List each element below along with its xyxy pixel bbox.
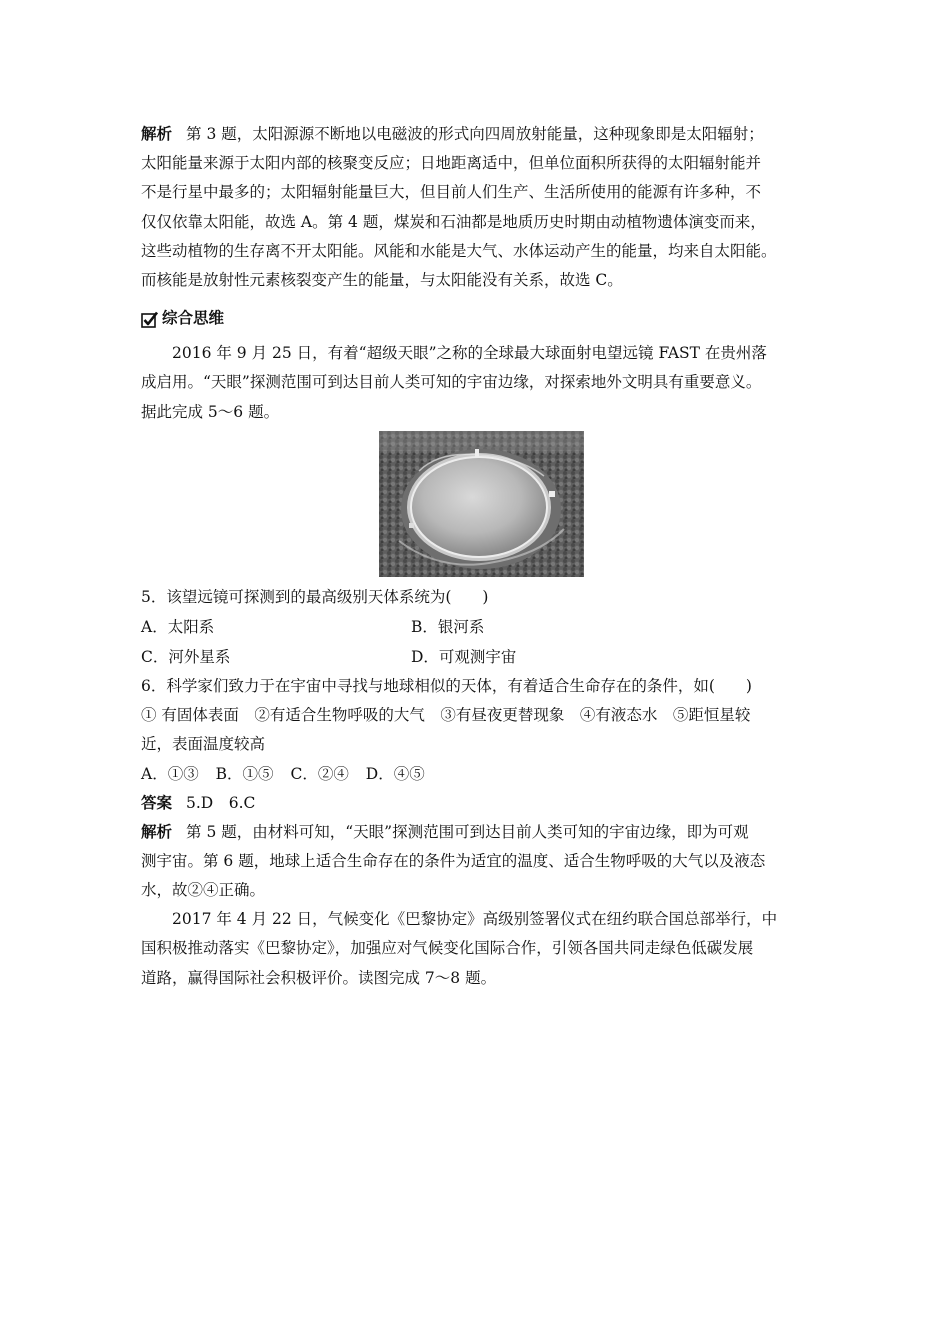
analysis-line: 水，故②④正确。 xyxy=(141,881,266,900)
question-5 xyxy=(141,583,821,672)
passage-line: 成启用。“天眼”探测范围可到达目前人类可知的宇宙边缘，对探索地外文明具有重要意义。 xyxy=(141,373,762,392)
option-a: A．①③ xyxy=(141,764,199,783)
passage-line: 国积极推动落实《巴黎协定》，加强应对气候变化国际合作，引领各国共同走绿色低碳发展 xyxy=(141,939,754,958)
answer-label: 答案 xyxy=(141,793,173,812)
passage-line: 据此完成 5～6 题。 xyxy=(141,402,280,421)
option-d: D．④⑤ xyxy=(365,764,425,783)
analysis-line: 不是行星中最多的；太阳辐射能量巨大，但目前人们生产、生活所使用的能源有许多种，不 xyxy=(141,183,762,202)
options-row xyxy=(141,612,821,642)
passage-block-2 xyxy=(141,905,821,993)
analysis-line: 解析 第 5 题，由材料可知，“天眼”探测范围可到达目前人类可知的宇宙边缘，即为可观 xyxy=(141,822,749,841)
analysis-line: 测宇宙。第 6 题，地球上适合生命存在的条件为适宜的温度、适合生物呼吸的大气以及液态 xyxy=(141,851,766,870)
figure-container xyxy=(141,431,821,577)
analysis-line: 仅仅依靠太阳能，故选 A。第 4 题，煤炭和石油都是地质历史时期由动植物遗体演变而来， xyxy=(141,212,766,231)
option-c: C．②④ xyxy=(290,764,349,783)
analysis-label: 解析 xyxy=(141,822,173,841)
option-c: C．河外星系 xyxy=(141,648,231,667)
checkbox-check-icon xyxy=(141,310,158,327)
condition-line: ① 有固体表面 ②有适合生物呼吸的大气 ③有昼夜更替现象 ④有液态水 ⑤距恒星较 xyxy=(141,706,751,725)
telescope-photo xyxy=(379,431,584,577)
answer-text: 5.D 6.C xyxy=(186,793,256,812)
document-page xyxy=(141,120,821,993)
analysis-block-2 xyxy=(141,818,821,906)
analysis-line: 而核能是放射性元素核裂变产生的能量，与太阳能没有关系，故选 C。 xyxy=(141,271,623,290)
analysis-line: 太阳能量来源于太阳内部的核聚变反应；日地距离适中，但单位面积所获得的太阳辐射能并 xyxy=(141,154,762,173)
analysis-line: 解析 第 3 题，太阳源源不断地以电磁波的形式向四周放射能量，这种现象即是太阳辐射； xyxy=(141,125,764,143)
options-inline xyxy=(141,760,821,789)
option-a: A．太阳系 xyxy=(141,618,215,637)
option-b: B．①⑤ xyxy=(215,764,274,783)
condition-line: 近，表面温度较高 xyxy=(141,735,266,754)
question-6 xyxy=(141,672,821,789)
section-heading xyxy=(141,305,821,331)
passage-block-1 xyxy=(141,339,821,427)
analysis-block-1 xyxy=(141,120,821,295)
passage-line: 2016 年 9 月 25 日，有着“超级天眼”之称的全球最大球面射电望远镜 FAST 在贵州落 xyxy=(172,344,767,363)
options-row xyxy=(141,642,821,672)
section-title: 综合思维 xyxy=(162,309,225,328)
question-stem: 5．该望远镜可探测到的最高级别天体系统为( ) xyxy=(141,587,489,606)
analysis-line: 这些动植物的生存离不开太阳能。风能和水能是大气、水体运动产生的能量，均来自太阳能。 xyxy=(141,241,777,260)
analysis-label: 解析 xyxy=(141,125,173,143)
option-b: B．银河系 xyxy=(411,618,485,637)
passage-line: 2017 年 4 月 22 日，气候变化《巴黎协定》高级别签署仪式在纽约联合国总部举行，中 xyxy=(172,910,778,929)
question-stem: 6．科学家们致力于在宇宙中寻找与地球相似的天体，有着适合生命存在的条件，如( ) xyxy=(141,677,752,696)
passage-line: 道路，赢得国际社会积极评价。读图完成 7～8 题。 xyxy=(141,968,497,987)
option-d: D．可观测宇宙 xyxy=(411,648,517,667)
answer-line xyxy=(141,789,821,818)
